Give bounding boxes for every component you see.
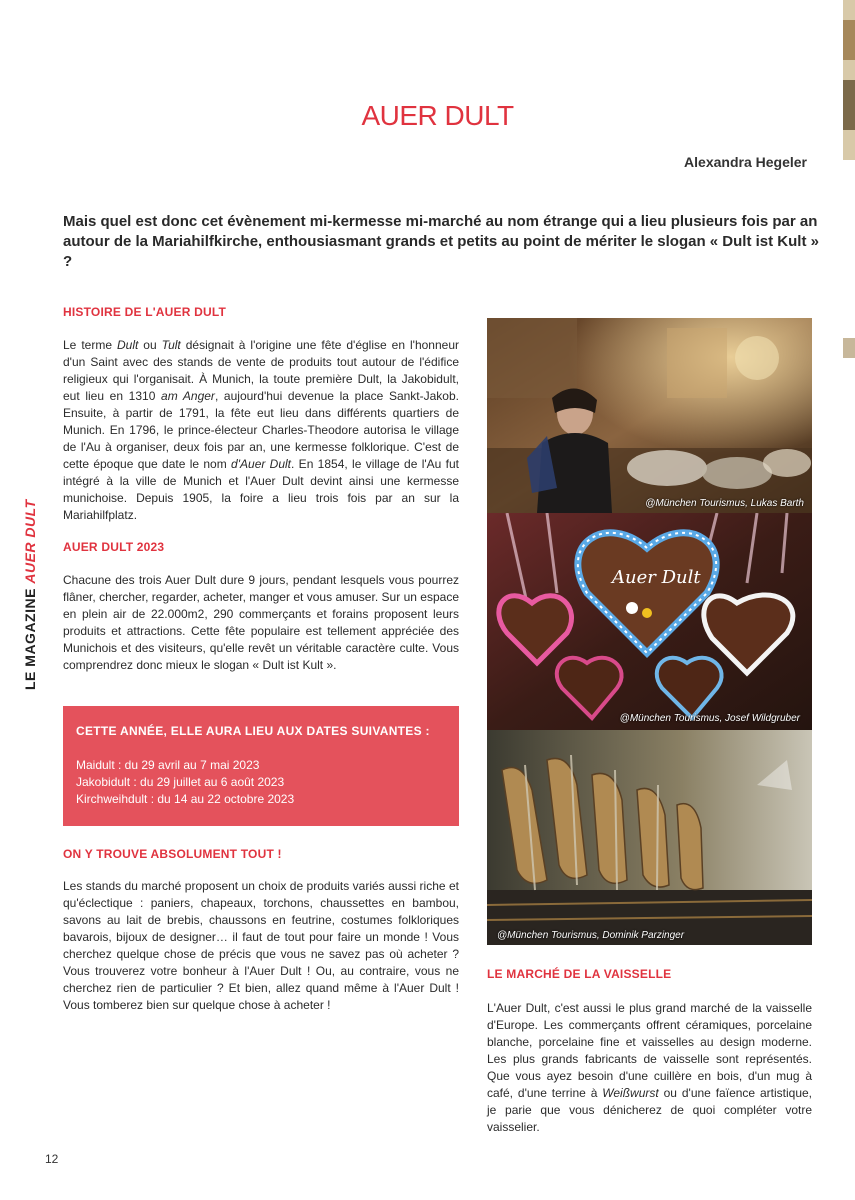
photo-gingerbread-hearts [487,513,812,730]
photo-credit-parzinger: @München Tourismus, Dominik Parzinger [497,930,685,941]
neighbor-page-edge-mid [843,338,855,358]
photo-antiques-stand [487,318,812,513]
date-line-jakobidult: Jakobidult : du 29 juillet au 6 août 2023 [76,775,285,789]
paragraph-histoire: Le terme Dult ou Tult désignait à l'origine une fête d'église en l'honneur d'un Saint avec des stands de vente de produits tout autour de l'édifice religieux qui l'organisait. À Munich, la toute première Dult, la Jakobidult, eut lieu en 1310 am Anger, aujourd'hui devenue la place Sankt-Jakob. Ensuite, à partir de 1791, la fête eut lieu dans différents quartiers de Munich. En 1796, le prince-électeur Charles-Theodore autorisa le village de l'Au à organiser, deux fois par an, une kermesse folklorique. C'est de cette époque que date le nom d'Auer Dult. En 1854, le village de l'Au fut intégré à la ville de Munich et l'Auer Dult devint ainsi une kermesse munichoise. Depuis 1905, la foire a lieu trois fois par an sur la Mariahilfplatz. [63,338,460,522]
paragraph-vaisselle: L'Auer Dult, c'est aussi le plus grand marché de la vaisselle d'Europe. Les commerçants offrent céramiques, porcelaine blanche, porcelaine fine et vaisselles au design moderne. Les plus grands fabricants de vaisselle sont représentés. Que vous ayez besoin d'une cuillère en bois, d'un mug à café, d'une terrine à Weißwurst ou d'une faïence artistique, je parie que vous dénicherez de quoi compléter votre vaisselier. [487,1001,813,1134]
photo-fish-image [487,730,812,945]
photo-antiques-image [487,318,812,513]
paragraph-tout: Les stands du marché proposent un choix de produits variés aussi riche et qu'éclectique : paniers, chapeaux, torchons, chaussettes en bambou, savons au lait de brebis, chaussons en feutrine, costumes folkloriques bavarois, bijoux de designer… il faut de tout pour faire un monde ! Vous cherchez quelque chose de précis que vous ne savez pas où acheter ? Vous trouverez votre bonheur à l'Auer Dult ! Ou, au contraire, vous ne cherchez rien de particulier ? Et bien, allez quand même à l'Auer Dult ! Vous tomberez bien sur quelque chose à acheter ! [63,879,459,1012]
heading-dult-2023: AUER DULT 2023 [63,540,165,554]
side-label-part1: LE MAGAZINE [22,588,38,690]
neighbor-page-edge-top-image [843,0,855,160]
page-number: 12 [45,1152,59,1166]
dates-box-heading: CETTE ANNÉE, ELLE AURA LIEU AUX DATES SUIVANTES : [76,724,430,738]
photo-grilled-fish [487,730,812,945]
heading-histoire: HISTOIRE DE L'AUER DULT [63,305,227,319]
photo-credit-wildgruber: @München Tourismus, Josef Wildgruber [619,713,800,724]
lead-paragraph: Mais quel est donc cet évènement mi-kermesse mi-marché au nom étrange qui a lieu plusieurs fois par an autour de la Mariahilfkirche, enthousiasmant grands et petits au point de mériter le slogan « Dult ist Kult » ? [63,213,819,270]
magazine-side-label [22,499,38,690]
date-line-maidult: Maidult : du 29 avril au 7 mai 2023 [76,758,260,772]
gingerbread-heart-text: Auer Dult [612,567,701,588]
paragraph-dult-2023: Chacune des trois Auer Dult dure 9 jours, pendant lesquels vous pourrez flâner, chercher, regarder, acheter, manger et vous amuser. Sur un espace en plein air de 22.000m2, 290 commerçants et forains proposent leurs produits et attractions. Cette fête populaire est tellement appréciée des Munichois et des visiteurs, qu'elle revêt un véritable caractère culte. Vous comprendrez donc mieux le slogan « Dult ist Kult ». [63,573,459,672]
dates-box [63,706,459,826]
photo-gingerbread-image [487,513,812,730]
author-name: Alexandra Hegeler [684,154,807,170]
neighbor-page-edge-mid-image [843,338,855,358]
heading-vaisselle: LE MARCHÉ DE LA VAISSELLE [487,967,672,981]
side-label-part2: AUER DULT [22,499,38,584]
neighbor-page-edge-top [843,0,855,160]
page-title [0,100,855,132]
article-title: AUER DULT [361,100,514,131]
heading-tout: ON Y TROUVE ABSOLUMENT TOUT ! [63,847,282,861]
date-line-kirchweihdult: Kirchweihdult : du 14 au 22 octobre 2023 [76,792,295,806]
photo-credit-barth: @München Tourismus, Lukas Barth [645,498,804,509]
